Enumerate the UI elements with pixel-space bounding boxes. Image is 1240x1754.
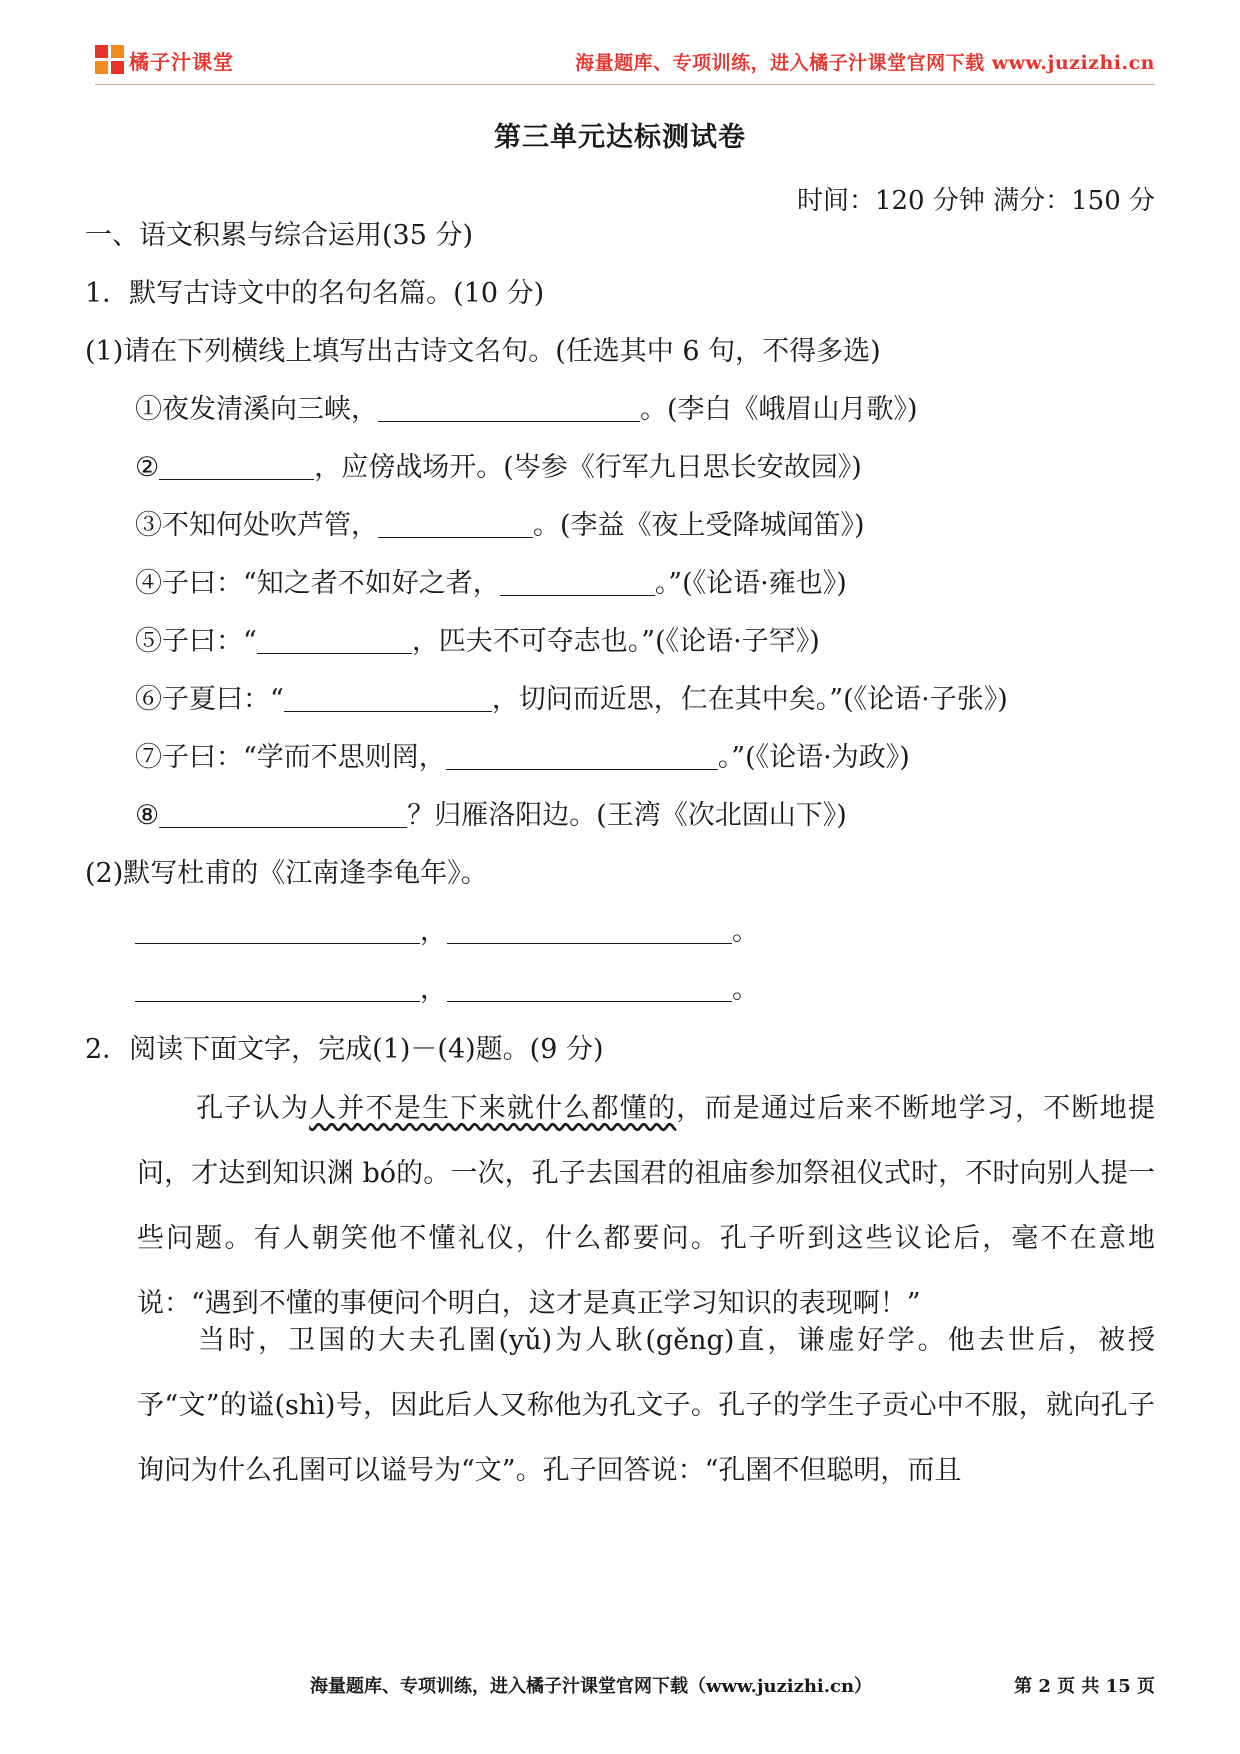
header-divider bbox=[95, 84, 1155, 85]
page-number: 第 2 页 共 15 页 bbox=[1014, 1676, 1155, 1697]
answer-blank[interactable] bbox=[446, 739, 718, 770]
poem-answer-line-2: ， 。 bbox=[135, 970, 759, 1010]
reading-paragraph-1: 孔子认为人并不是生下来就什么都懂的，而是通过后来不断地学习，不断地提问，才达到知识渊 bó的。一次，孔子去国君的祖庙参加祭祖仪式时，不时向别人提一些问题。有人朝笑他不懂礼仪，什么都要问。孔子听到这些议论后，毫不在意地说：“遇到不懂的事便问个明白，这才是真正学习知识的表现啊！” bbox=[137, 1093, 1156, 1319]
fill-item-3: ③不知何处吹芦管， 。(李益《夜上受降城闻笛》) bbox=[135, 506, 865, 546]
question-1-heading: 1．默写古诗文中的名句名篇。(10 分) bbox=[85, 278, 545, 309]
answer-blank[interactable] bbox=[257, 623, 412, 654]
logo-grid-icon bbox=[95, 45, 125, 75]
answer-blank[interactable] bbox=[447, 971, 732, 1002]
wavy-underlined-phrase: 人并不是生下来就什么都懂的 bbox=[309, 1093, 677, 1124]
fill-item-8: ⑧ ？归雁洛阳边。(王湾《次北固山下》) bbox=[135, 796, 847, 836]
question-1-part-1-heading: (1)请在下列横线上填写出古诗文名句。(任选其中 6 句，不得多选) bbox=[85, 336, 881, 367]
fill-item-2: ② ，应傍战场开。(岑参《行军九日思长安故园》) bbox=[135, 448, 862, 488]
footer-slogan: 海量题库、专项训练，进入橘子汁课堂官网下载（www.juzizhi.cn） bbox=[310, 1676, 873, 1697]
fill-item-7: ⑦子曰：“学而不思则罔， 。”(《论语·为政》) bbox=[135, 738, 910, 778]
question-1-part-2-heading: (2)默写杜甫的《江南逢李龟年》。 bbox=[85, 858, 488, 889]
answer-blank[interactable] bbox=[447, 913, 732, 944]
fill-item-1: ①夜发清溪向三峡， 。(李白《峨眉山月歌》) bbox=[135, 390, 918, 430]
section-heading: 一、语文积累与综合运用(35 分) bbox=[85, 220, 474, 251]
answer-blank[interactable] bbox=[284, 681, 492, 712]
exam-time-score: 时间：120 分钟 满分：150 分 bbox=[796, 186, 1155, 216]
fill-item-5: ⑤子曰：“ ，匹夫不可夺志也。”(《论语·子罕》) bbox=[135, 622, 820, 662]
logo-text: 橘子汁课堂 bbox=[129, 49, 234, 74]
answer-blank[interactable] bbox=[159, 797, 407, 828]
answer-blank[interactable] bbox=[500, 565, 655, 596]
question-2-heading: 2．阅读下面文字，完成(1)－(4)题。(9 分) bbox=[85, 1034, 604, 1065]
page-header bbox=[95, 40, 1155, 84]
answer-blank[interactable] bbox=[135, 913, 420, 944]
header-slogan: 海量题库、专项训练，进入橘子汁课堂官网下载 www.juzizhi.cn bbox=[575, 52, 1155, 74]
answer-blank[interactable] bbox=[378, 391, 640, 422]
fill-item-4: ④子曰：“知之者不如好之者， 。”(《论语·雍也》) bbox=[135, 564, 847, 604]
page-title: 第三单元达标测试卷 bbox=[494, 122, 746, 153]
answer-blank[interactable] bbox=[159, 449, 314, 480]
fill-item-6: ⑥子夏曰：“ ，切问而近思，仁在其中矣。”(《论语·子张》) bbox=[135, 680, 1008, 720]
answer-blank[interactable] bbox=[378, 507, 533, 538]
answer-blank[interactable] bbox=[135, 971, 420, 1002]
poem-answer-line-1: ， 。 bbox=[135, 912, 759, 952]
reading-paragraph-2: 当时，卫国的大夫孔圉(yǔ)为人耿(gěng)直，谦虚好学。他去世后，被授予“文”的谥(shì)号，因此后人又称他为孔文子。孔子的学生子贡心中不服，就向孔子询问为什么孔圉可以谥号为“文”。孔子回答说：“孔圉不但聪明，而且 bbox=[137, 1325, 1155, 1486]
brand-logo[interactable] bbox=[95, 44, 234, 76]
